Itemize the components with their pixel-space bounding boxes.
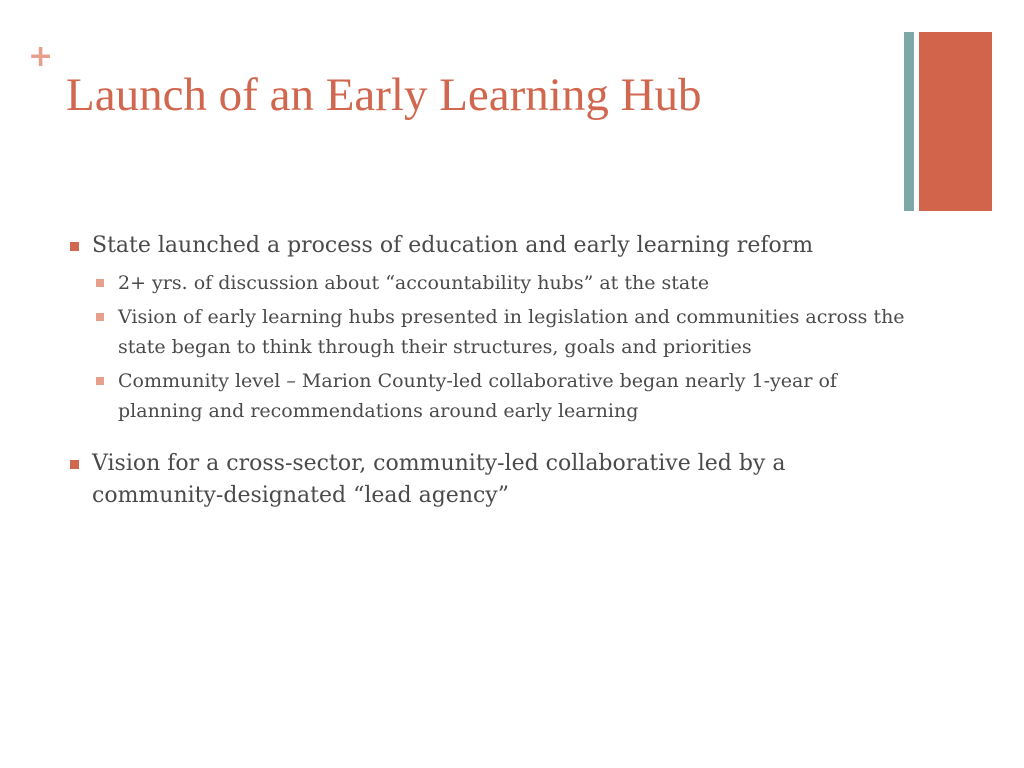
sub-bullet-text: Community level – Marion County-led collaborative began nearly 1-year of planning and recommendations around early learning [118, 370, 837, 422]
sub-bullet-square-icon [96, 313, 104, 321]
bullet-list [68, 230, 908, 512]
bullet-item [68, 230, 908, 262]
bullet-text: State launched a process of education and early learning reform [92, 233, 814, 258]
sub-bullet-item [68, 302, 908, 362]
accent-bar-teal [904, 32, 914, 211]
bullet-square-icon [70, 242, 79, 251]
accent-bar-red [919, 32, 992, 211]
bullet-item [68, 448, 908, 512]
sub-bullet-text: Vision of early learning hubs presented in legislation and communities across the state began to think through their structures, goals and priorities [118, 306, 905, 358]
bullet-text: Vision for a cross-sector, community-led collaborative led by a community-designated “lead agency” [92, 451, 786, 508]
slide-title: Launch of an Early Learning Hub [66, 69, 702, 121]
bullet-square-icon [70, 460, 79, 469]
sub-bullet-item [68, 366, 908, 426]
sub-bullet-text: 2+ yrs. of discussion about “accountability hubs” at the state [118, 272, 710, 294]
sub-bullet-square-icon [96, 279, 104, 287]
sub-bullet-square-icon [96, 377, 104, 385]
sub-bullet-item [68, 268, 908, 298]
plus-marker: + [28, 39, 54, 74]
